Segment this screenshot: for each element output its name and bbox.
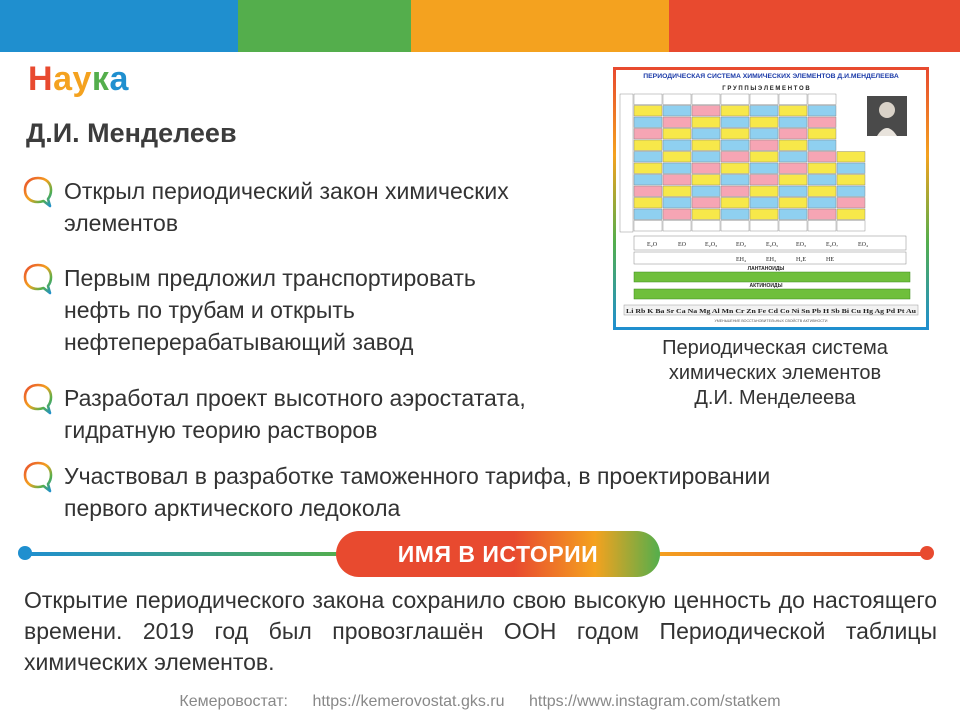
footer-link-site[interactable]: https://kemerovostat.gks.ru [312, 693, 505, 710]
divider-right [650, 552, 928, 556]
element-cell [692, 129, 720, 140]
groups-label: Г Р У П П Ы Э Л Е М Е Н Т О В [722, 86, 810, 92]
element-cell [779, 221, 807, 232]
speech-bubble-icon [22, 460, 54, 494]
element-cell [837, 209, 865, 220]
speech-bubble-icon [22, 175, 54, 209]
element-cell [837, 186, 865, 197]
footer-source: Кемеровостат: [179, 693, 288, 710]
element-cell [692, 221, 720, 232]
stripe-green [238, 0, 411, 52]
element-cell [634, 198, 662, 209]
divider-dot-right [920, 546, 934, 560]
divider-dot-left [18, 546, 32, 560]
svg-text:АКТИНОИДЫ: АКТИНОИДЫ [749, 283, 783, 289]
svg-text:E₂O₃: E₂O₃ [705, 242, 718, 248]
element-cell [808, 129, 836, 140]
svg-text:E₂O₇: E₂O₇ [826, 242, 839, 248]
element-cell [692, 140, 720, 151]
element-cell [779, 175, 807, 186]
portrait-face [879, 102, 895, 118]
stripe-orange [411, 0, 669, 52]
svg-text:EH₃: EH₃ [766, 257, 777, 263]
element-cell [634, 163, 662, 174]
element-cell [692, 152, 720, 163]
element-cell [721, 221, 749, 232]
footer-link-instagram[interactable]: https://www.instagram.com/statkem [528, 693, 781, 710]
element-cell [779, 129, 807, 140]
element-cell [779, 117, 807, 128]
element-cell [750, 117, 778, 128]
footer [0, 693, 960, 711]
element-cell [750, 163, 778, 174]
svg-text:EH₄: EH₄ [736, 257, 747, 263]
element-cell [634, 140, 662, 151]
element-cell [721, 198, 749, 209]
svg-text:EO₃: EO₃ [796, 242, 807, 248]
element-cell [779, 163, 807, 174]
element-cell [808, 186, 836, 197]
element-cell [808, 163, 836, 174]
svg-text:E₂O: E₂O [647, 242, 658, 248]
element-cell [692, 163, 720, 174]
element-cell [663, 117, 691, 128]
section-title: Наука [28, 60, 129, 98]
top-color-stripe [0, 0, 960, 52]
element-cell [808, 209, 836, 220]
speech-bubble-icon [22, 382, 54, 416]
element-cell [721, 117, 749, 128]
period-column [620, 94, 633, 232]
element-cell [750, 209, 778, 220]
element-cell [692, 175, 720, 186]
element-cell [663, 163, 691, 174]
element-cell [808, 106, 836, 117]
element-cell [634, 117, 662, 128]
element-cell [779, 152, 807, 163]
divider-left [26, 552, 346, 556]
element-cell [750, 106, 778, 117]
stripe-red [669, 0, 960, 52]
history-label: ИМЯ В ИСТОРИИ [336, 531, 660, 577]
element-cell [750, 186, 778, 197]
element-cell [808, 175, 836, 186]
element-cell [750, 221, 778, 232]
element-cell [663, 129, 691, 140]
element-cell [750, 94, 778, 105]
element-cell [750, 152, 778, 163]
periodic-table-figure [616, 70, 926, 327]
element-grid [620, 94, 865, 232]
element-cell [634, 129, 662, 140]
element-cell [692, 209, 720, 220]
element-cell [808, 198, 836, 209]
element-cell [663, 209, 691, 220]
element-cell [721, 94, 749, 105]
element-cell [837, 163, 865, 174]
element-cell [779, 140, 807, 151]
element-cell [750, 198, 778, 209]
element-cell [808, 152, 836, 163]
element-cell [721, 163, 749, 174]
element-cell [750, 175, 778, 186]
element-cell [779, 106, 807, 117]
element-cell [779, 186, 807, 197]
element-cell [634, 94, 662, 105]
element-cell [663, 175, 691, 186]
element-cell [721, 152, 749, 163]
element-cell [779, 209, 807, 220]
element-cell [837, 175, 865, 186]
svg-text:ЛАНТАНОИДЫ: ЛАНТАНОИДЫ [747, 266, 785, 272]
element-cell [663, 198, 691, 209]
svg-text:EO₂: EO₂ [736, 242, 747, 248]
element-cell [779, 198, 807, 209]
history-paragraph: Открытие периодического закона сохранило свою высокую ценность до настоящего времени. 2019 год был провозглашён ООН годом Периодической таблицы химических элементов. [24, 587, 937, 675]
element-cell [634, 175, 662, 186]
element-cell [634, 152, 662, 163]
element-cell [837, 221, 865, 232]
svg-text:EO: EO [678, 242, 686, 248]
element-cell [634, 209, 662, 220]
element-cell [634, 106, 662, 117]
table-caption: Периодическая система химических элементов Д.И. Менделеева [662, 337, 888, 409]
element-cell [750, 129, 778, 140]
element-cell [663, 152, 691, 163]
element-cell [663, 140, 691, 151]
element-cell [808, 94, 836, 105]
element-cell [663, 221, 691, 232]
svg-text:E₂O₅: E₂O₅ [766, 242, 779, 248]
element-cell [692, 186, 720, 197]
element-cell [663, 186, 691, 197]
element-cell [808, 221, 836, 232]
person-name: Д.И. Менделеев [26, 118, 237, 148]
periodic-table-image [613, 67, 929, 330]
element-cell [663, 94, 691, 105]
element-cell [663, 106, 691, 117]
svg-text:H₂E: H₂E [796, 257, 807, 263]
element-cell [750, 140, 778, 151]
element-cell [721, 175, 749, 186]
actinides-row [634, 289, 910, 299]
svg-text:HE: HE [826, 257, 834, 263]
lanthanides-row [634, 272, 910, 282]
element-cell [634, 186, 662, 197]
svg-text:УМЕНЬШЕНИЕ ВОССТАНОВИТЕЛЬНЫХ С: УМЕНЬШЕНИЕ ВОССТАНОВИТЕЛЬНЫХ СВОЙСТВ АКТИВНОСТИ [714, 319, 828, 323]
element-cell [692, 94, 720, 105]
element-cell [808, 117, 836, 128]
element-cell [779, 94, 807, 105]
element-cell [634, 221, 662, 232]
element-cell [721, 106, 749, 117]
svg-text:Li Rb K Ba Sr Ca Na Mg Al Mn C: Li Rb K Ba Sr Ca Na Mg Al Mn Cr Zn Fe Cd Co Ni Sn Pb H Sb Bi Cu Hg Ag Pd Pt Au [626, 309, 917, 315]
element-cell [837, 152, 865, 163]
element-cell [721, 209, 749, 220]
element-cell [721, 129, 749, 140]
stripe-blue [0, 0, 238, 52]
element-cell [692, 198, 720, 209]
element-cell [692, 106, 720, 117]
element-cell [721, 186, 749, 197]
table-header: ПЕРИОДИЧЕСКАЯ СИСТЕМА ХИМИЧЕСКИХ ЭЛЕМЕНТОВ Д.И.МЕНДЕЛЕЕВА [643, 73, 899, 80]
speech-bubble-icon [22, 262, 54, 296]
svg-text:EO₄: EO₄ [858, 242, 869, 248]
element-cell [692, 117, 720, 128]
element-cell [808, 140, 836, 151]
element-cell [721, 140, 749, 151]
element-cell [837, 198, 865, 209]
